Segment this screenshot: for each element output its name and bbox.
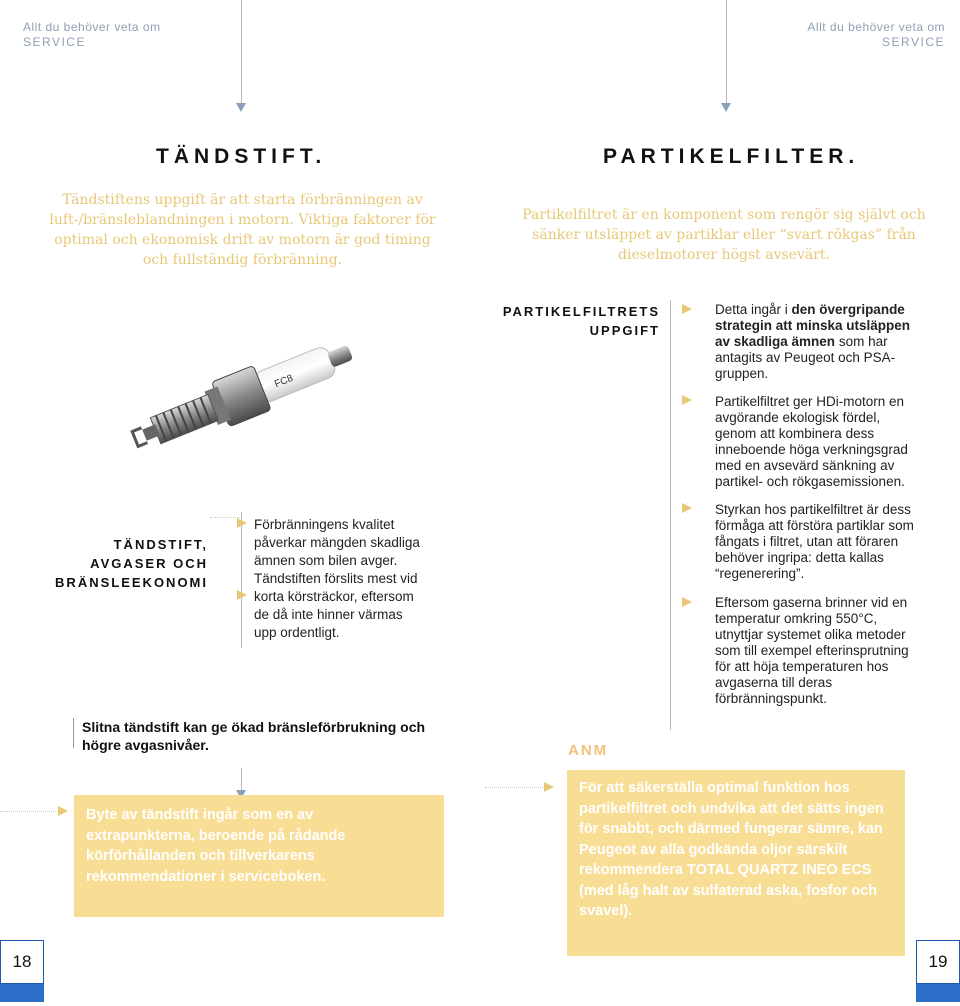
bullet-arrow-icon (682, 503, 692, 513)
header-left (23, 20, 161, 50)
right-item-1 (715, 302, 915, 382)
arrow-down-icon (236, 103, 246, 112)
header-right (807, 20, 945, 50)
section-label-right (430, 302, 660, 340)
divider-line-right-mid (670, 300, 671, 730)
dotted-rule (485, 787, 545, 788)
page-number-left (0, 940, 44, 1002)
page-number-right (916, 940, 960, 1002)
page-number-right-text: 19 (916, 940, 960, 984)
dotted-rule (0, 811, 60, 812)
header-left-service: SERVICE (23, 35, 86, 49)
bullet-arrow-icon (682, 597, 692, 607)
header-right-line1: Allt du behöver veta om (807, 20, 945, 34)
warning-text: Slitna tändstift kan ge ökad bränsleförbrukning och högre avgasnivåer. (82, 719, 426, 753)
section-label-line: PARTIKELFILTRETS (502, 304, 660, 319)
info-box-right-text: För att säkerställa optimal funktion hos partikelfiltret och undvika att det sätts ingen för snabbt, och därmed fungerar sämre, kan Peugeot av alla godkända oljor särskilt rekommendera TOTAL QUARTZ INEO ECS (med låg halt av sulfaterad aska, fosfor och svavel). (579, 780, 884, 919)
bullet-arrow-icon (237, 518, 247, 528)
anm-label: ANM (568, 742, 609, 759)
intro-left: Tändstiftens uppgift är att starta förbränningen av luft-/bränsleblandningen i motorn. Viktiga faktorer för optimal och ekonomisk drift av motorn är god timing och fullständig förbränning. (49, 192, 436, 268)
intro-right: Partikelfiltret är en komponent som rengör sig självt och sänker utsläppet av partiklar eller “svart rökgas” från dieselmotorer högst avsevärt. (522, 207, 926, 263)
info-box-left-text: Byte av tändstift ingår som en av extrapunkterna, beroende på rådande körförhållanden och tillverkarens rekommendationer i serviceboken. (86, 807, 346, 885)
bullet-arrow-icon (58, 806, 68, 816)
header-left-line1: Allt du behöver veta om (23, 20, 161, 34)
bullet-arrow-icon (544, 782, 554, 792)
dotted-rule (210, 517, 240, 518)
info-box-right (567, 770, 905, 956)
section-text-left-2: Tändstiften förslits mest vid korta körsträckor, eftersom de då inte hinner värmas upp ordentligt. (254, 571, 418, 640)
bullet-arrow-icon (237, 590, 247, 600)
svg-text:FC8: FC8 (273, 372, 295, 391)
section-label-line: BRÄNSLEEKONOMI (55, 575, 208, 590)
section-label-line: TÄNDSTIFT, (113, 537, 208, 552)
right-item-1-pre: Detta ingår i (715, 302, 792, 317)
page-number-bar (0, 984, 44, 1002)
page-title-left: TÄNDSTIFT. (156, 145, 327, 168)
bullet-arrow-icon (682, 304, 692, 314)
arrow-down-icon (721, 103, 731, 112)
right-item-4: Eftersom gaserna brinner vid en temperatur omkring 550°C, utnyttjar systemet olika metoder som till exempel efterinsprutning för att höja temperaturen hos avgaserna till deras förbränningspunkt. (715, 595, 909, 706)
page-title-right: PARTIKELFILTER. (603, 145, 860, 168)
page-number-bar (916, 984, 960, 1002)
divider-line-left-mid (241, 512, 242, 648)
right-item-3: Styrkan hos partikelfiltret är dess förmåga att förstöra partiklar som fångats i filtret, utan att föraren behöver ingripa: detta kallas “regenerering”. (715, 502, 914, 581)
section-label-line: UPPGIFT (589, 323, 660, 338)
section-text-left-1: Förbränningens kvalitet påverkar mängden skadliga ämnen som bilen avger. (254, 517, 420, 568)
divider-line-right-top (726, 0, 727, 103)
info-box-left (74, 795, 444, 917)
spark-plug-image (110, 310, 365, 485)
page-number-left-text: 18 (0, 940, 44, 984)
right-item-1-bold: den övergripande strategin att minska utsläppen av skadliga ämnen (715, 302, 911, 349)
right-item-2: Partikelfiltret ger HDi-motorn en avgörande ekologisk fördel, genom att kombinera dess inneboende höga verkningsgrad med en avsevärd sänkning av partikel- och rökgasemissionen. (715, 394, 908, 489)
right-item-1-post: som har antagits av Peugeot och PSA-gruppen. (715, 334, 896, 381)
header-right-service: SERVICE (882, 35, 945, 49)
section-label-line: AVGASER OCH (90, 556, 208, 571)
divider-line-warning (73, 718, 74, 748)
section-label-left (30, 535, 208, 592)
bullet-arrow-icon (682, 395, 692, 405)
divider-line-left-top (241, 0, 242, 103)
